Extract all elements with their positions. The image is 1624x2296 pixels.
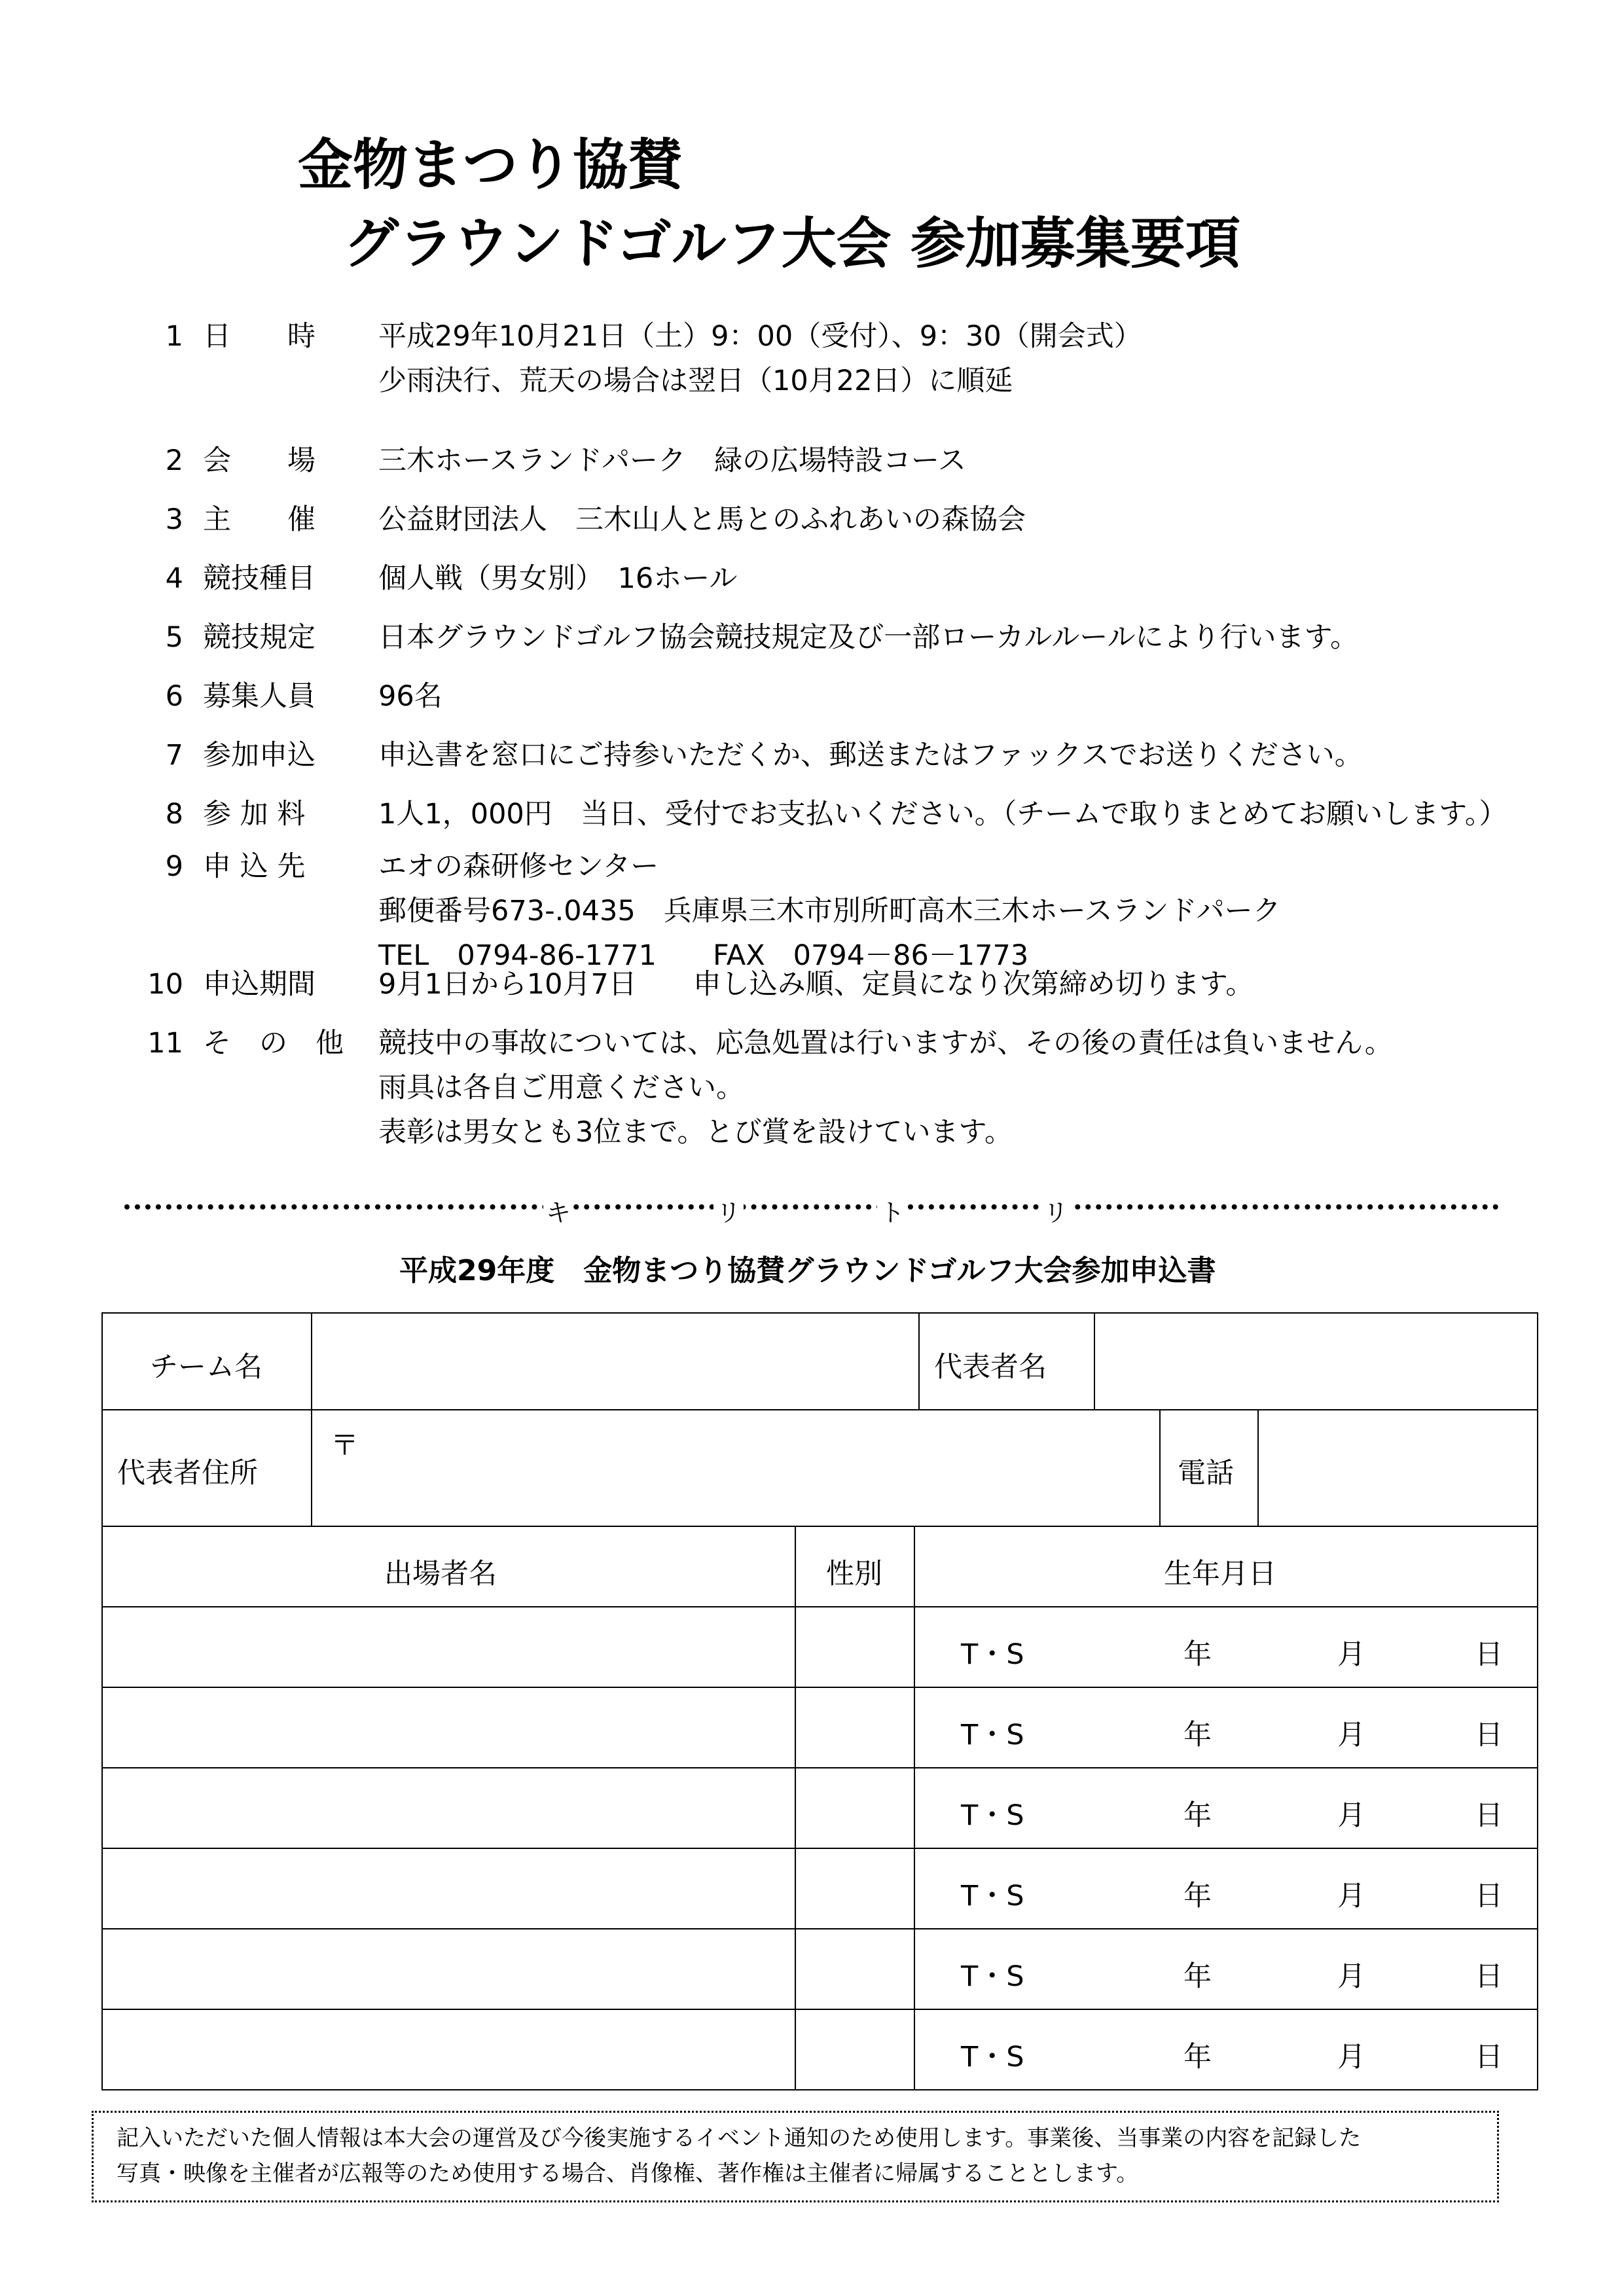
item-label: 競技種目 <box>203 562 316 595</box>
year-label: 年 <box>1183 1638 1212 1671</box>
year-label: 年 <box>1183 2041 1212 2073</box>
form-title: 平成29年度 金物まつり協賛グラウンドゴルフ大会参加申込書 <box>399 1254 1216 1287</box>
item-content <box>378 314 1142 403</box>
item-line: 三木ホースランドパーク 緑の広場特設コース <box>378 444 966 477</box>
postal-mark: 〒 <box>331 1429 359 1462</box>
month-label: 月 <box>1337 1880 1365 1912</box>
item-label: 参加申込 <box>203 739 316 772</box>
item-number: 1 <box>165 320 183 353</box>
item-content <box>378 497 1026 542</box>
item-label: 会 場 <box>203 444 316 477</box>
birthdate-field[interactable] <box>914 2009 1538 2090</box>
item-number: 6 <box>165 680 183 713</box>
month-label: 月 <box>1337 1799 1365 1832</box>
birthdate-field[interactable] <box>914 1848 1538 1929</box>
birthdate-field[interactable] <box>914 1928 1538 2010</box>
item-label: 参 加 料 <box>203 798 306 831</box>
birthdate-field[interactable] <box>914 1767 1538 1849</box>
item-line: 申込書を窓口にご持参いただくか、郵送またはファックスでお送りください。 <box>378 739 1363 772</box>
era-label: T・S <box>961 2041 1024 2073</box>
item-label: 申 込 先 <box>203 850 306 883</box>
team-label: チーム名 <box>150 1351 262 1384</box>
item-label: 募集人員 <box>203 680 316 713</box>
item-line: 平成29年10月21日（土）9：00（受付）、9：30（開会式） <box>378 320 1142 353</box>
item-line: 日本グラウンドゴルフ協会競技規定及び一部ローカルルールにより行います。 <box>378 621 1359 654</box>
item-number: 7 <box>165 739 183 772</box>
team-name-field[interactable] <box>311 1312 920 1410</box>
cut-char: キ <box>543 1198 573 1224</box>
item-number: 4 <box>165 562 183 595</box>
gender-field[interactable] <box>795 1687 915 1768</box>
item-number: 9 <box>165 850 183 883</box>
cut-char: ト <box>877 1198 907 1224</box>
participant-name-field[interactable] <box>101 1687 796 1768</box>
year-label: 年 <box>1183 1719 1212 1751</box>
item-content <box>378 733 1363 778</box>
item-number: 3 <box>165 503 183 536</box>
year-label: 年 <box>1183 1960 1212 1993</box>
item-content <box>378 674 442 719</box>
item-line: エオの森研修センター <box>378 850 659 883</box>
application-form <box>101 1312 1538 2094</box>
era-label: T・S <box>961 1719 1024 1751</box>
item-label: 競技規定 <box>203 621 316 654</box>
rep-label: 代表者名 <box>934 1351 1047 1384</box>
item-line: 96名 <box>378 680 442 713</box>
item-number: 11 <box>147 1027 183 1060</box>
item-number: 10 <box>147 968 183 1001</box>
title-line1: 金物まつり協賛 <box>298 133 683 197</box>
day-label: 日 <box>1475 1960 1503 1993</box>
month-label: 月 <box>1337 1719 1365 1751</box>
participant-name-field[interactable] <box>101 1928 796 2010</box>
item-label: 申込期間 <box>203 968 316 1001</box>
birth-header-cell <box>914 1526 1538 1607</box>
name-header-cell <box>101 1526 796 1607</box>
gender-field[interactable] <box>795 1606 915 1688</box>
phone-label: 電話 <box>1178 1457 1234 1490</box>
birth-header: 生年月日 <box>1164 1558 1276 1590</box>
participant-name-field[interactable] <box>101 1848 796 1929</box>
era-label: T・S <box>961 1799 1024 1832</box>
day-label: 日 <box>1475 1638 1503 1671</box>
item-content <box>378 844 1281 978</box>
address-label-cell <box>101 1409 312 1527</box>
cut-char: リ <box>713 1198 744 1224</box>
phone-label-cell <box>1159 1409 1259 1527</box>
item-number: 2 <box>165 444 183 477</box>
item-line: 少雨決行、荒天の場合は翌日（10月22日）に順延 <box>378 365 1013 397</box>
name-header: 出場者名 <box>384 1558 497 1590</box>
item-label: そ の 他 <box>203 1027 344 1060</box>
day-label: 日 <box>1475 2041 1503 2073</box>
item-line: TEL 0794-86-1771 FAX 0794－86－1773 <box>378 939 1029 972</box>
item-line: 競技中の事故については、応急処置は行いますが、その後の責任は負いません。 <box>378 1027 1393 1060</box>
item-number: 8 <box>165 798 183 831</box>
team-label-cell <box>101 1312 312 1410</box>
item-line: 9月1日から10月7日 申し込み順、定員になり次第締め切ります。 <box>378 968 1254 1001</box>
address-field[interactable] <box>311 1409 1161 1527</box>
month-label: 月 <box>1337 1638 1365 1671</box>
participant-name-field[interactable] <box>101 2009 796 2090</box>
item-content <box>378 556 737 601</box>
rep-label-cell <box>918 1312 1095 1410</box>
birthdate-field[interactable] <box>914 1606 1538 1688</box>
day-label: 日 <box>1475 1880 1503 1912</box>
item-line: 1人1，000円 当日、受付でお支払いください。（チームで取りまとめてお願いします。） <box>378 798 1507 831</box>
title-line2: グラウンドゴルフ大会 参加募集要項 <box>344 211 1240 276</box>
item-content <box>378 615 1358 660</box>
notice-line2: 写真・映像を主催者が広報等のため使用する場合、肖像権、著作権は主催者に帰属することとします。 <box>117 2161 1139 2187</box>
cut-char: リ <box>1041 1198 1071 1224</box>
item-label: 日 時 <box>203 320 316 353</box>
gender-header-cell <box>795 1526 915 1607</box>
item-line: 公益財団法人 三木山人と馬とのふれあいの森協会 <box>378 503 1026 536</box>
participant-name-field[interactable] <box>101 1606 796 1688</box>
item-line: 雨具は各自ご用意ください。 <box>378 1071 744 1104</box>
gender-field[interactable] <box>795 2009 915 2090</box>
month-label: 月 <box>1337 1960 1365 1993</box>
item-number: 5 <box>165 621 183 654</box>
birthdate-field[interactable] <box>914 1687 1538 1768</box>
item-line: 個人戦（男女別） 16ホール <box>378 562 738 595</box>
item-content <box>378 439 966 483</box>
item-line: 郵便番号673-.0435 兵庫県三木市別所町高木三木ホースランドパーク <box>378 895 1281 927</box>
item-content <box>378 962 1254 1007</box>
month-label: 月 <box>1337 2041 1365 2073</box>
day-label: 日 <box>1475 1719 1503 1751</box>
item-content <box>378 792 1507 836</box>
participant-name-field[interactable] <box>101 1767 796 1849</box>
year-label: 年 <box>1183 1880 1212 1912</box>
era-label: T・S <box>961 1880 1024 1912</box>
gender-field[interactable] <box>795 1848 915 1929</box>
year-label: 年 <box>1183 1799 1212 1832</box>
cut-line <box>124 1198 1499 1224</box>
era-label: T・S <box>961 1960 1024 1993</box>
gender-field[interactable] <box>795 1928 915 2010</box>
address-label: 代表者住所 <box>117 1457 258 1490</box>
gender-header: 性別 <box>826 1558 882 1590</box>
notice-line1: 記入いただいた個人情報は本大会の運営及び今後実施するイベント通知のため使用します。事業後、当事業の内容を記録した <box>117 2125 1362 2151</box>
day-label: 日 <box>1475 1799 1503 1832</box>
gender-field[interactable] <box>795 1767 915 1849</box>
dotted-line <box>124 1204 1499 1210</box>
item-label: 主 催 <box>203 503 316 536</box>
item-content <box>378 1021 1393 1155</box>
rep-name-field[interactable] <box>1094 1312 1538 1410</box>
era-label: T・S <box>961 1638 1024 1671</box>
privacy-notice <box>92 2111 1499 2202</box>
phone-field[interactable] <box>1257 1409 1538 1527</box>
item-line: 表彰は男女とも3位まで。とび賞を設けています。 <box>378 1116 1013 1149</box>
